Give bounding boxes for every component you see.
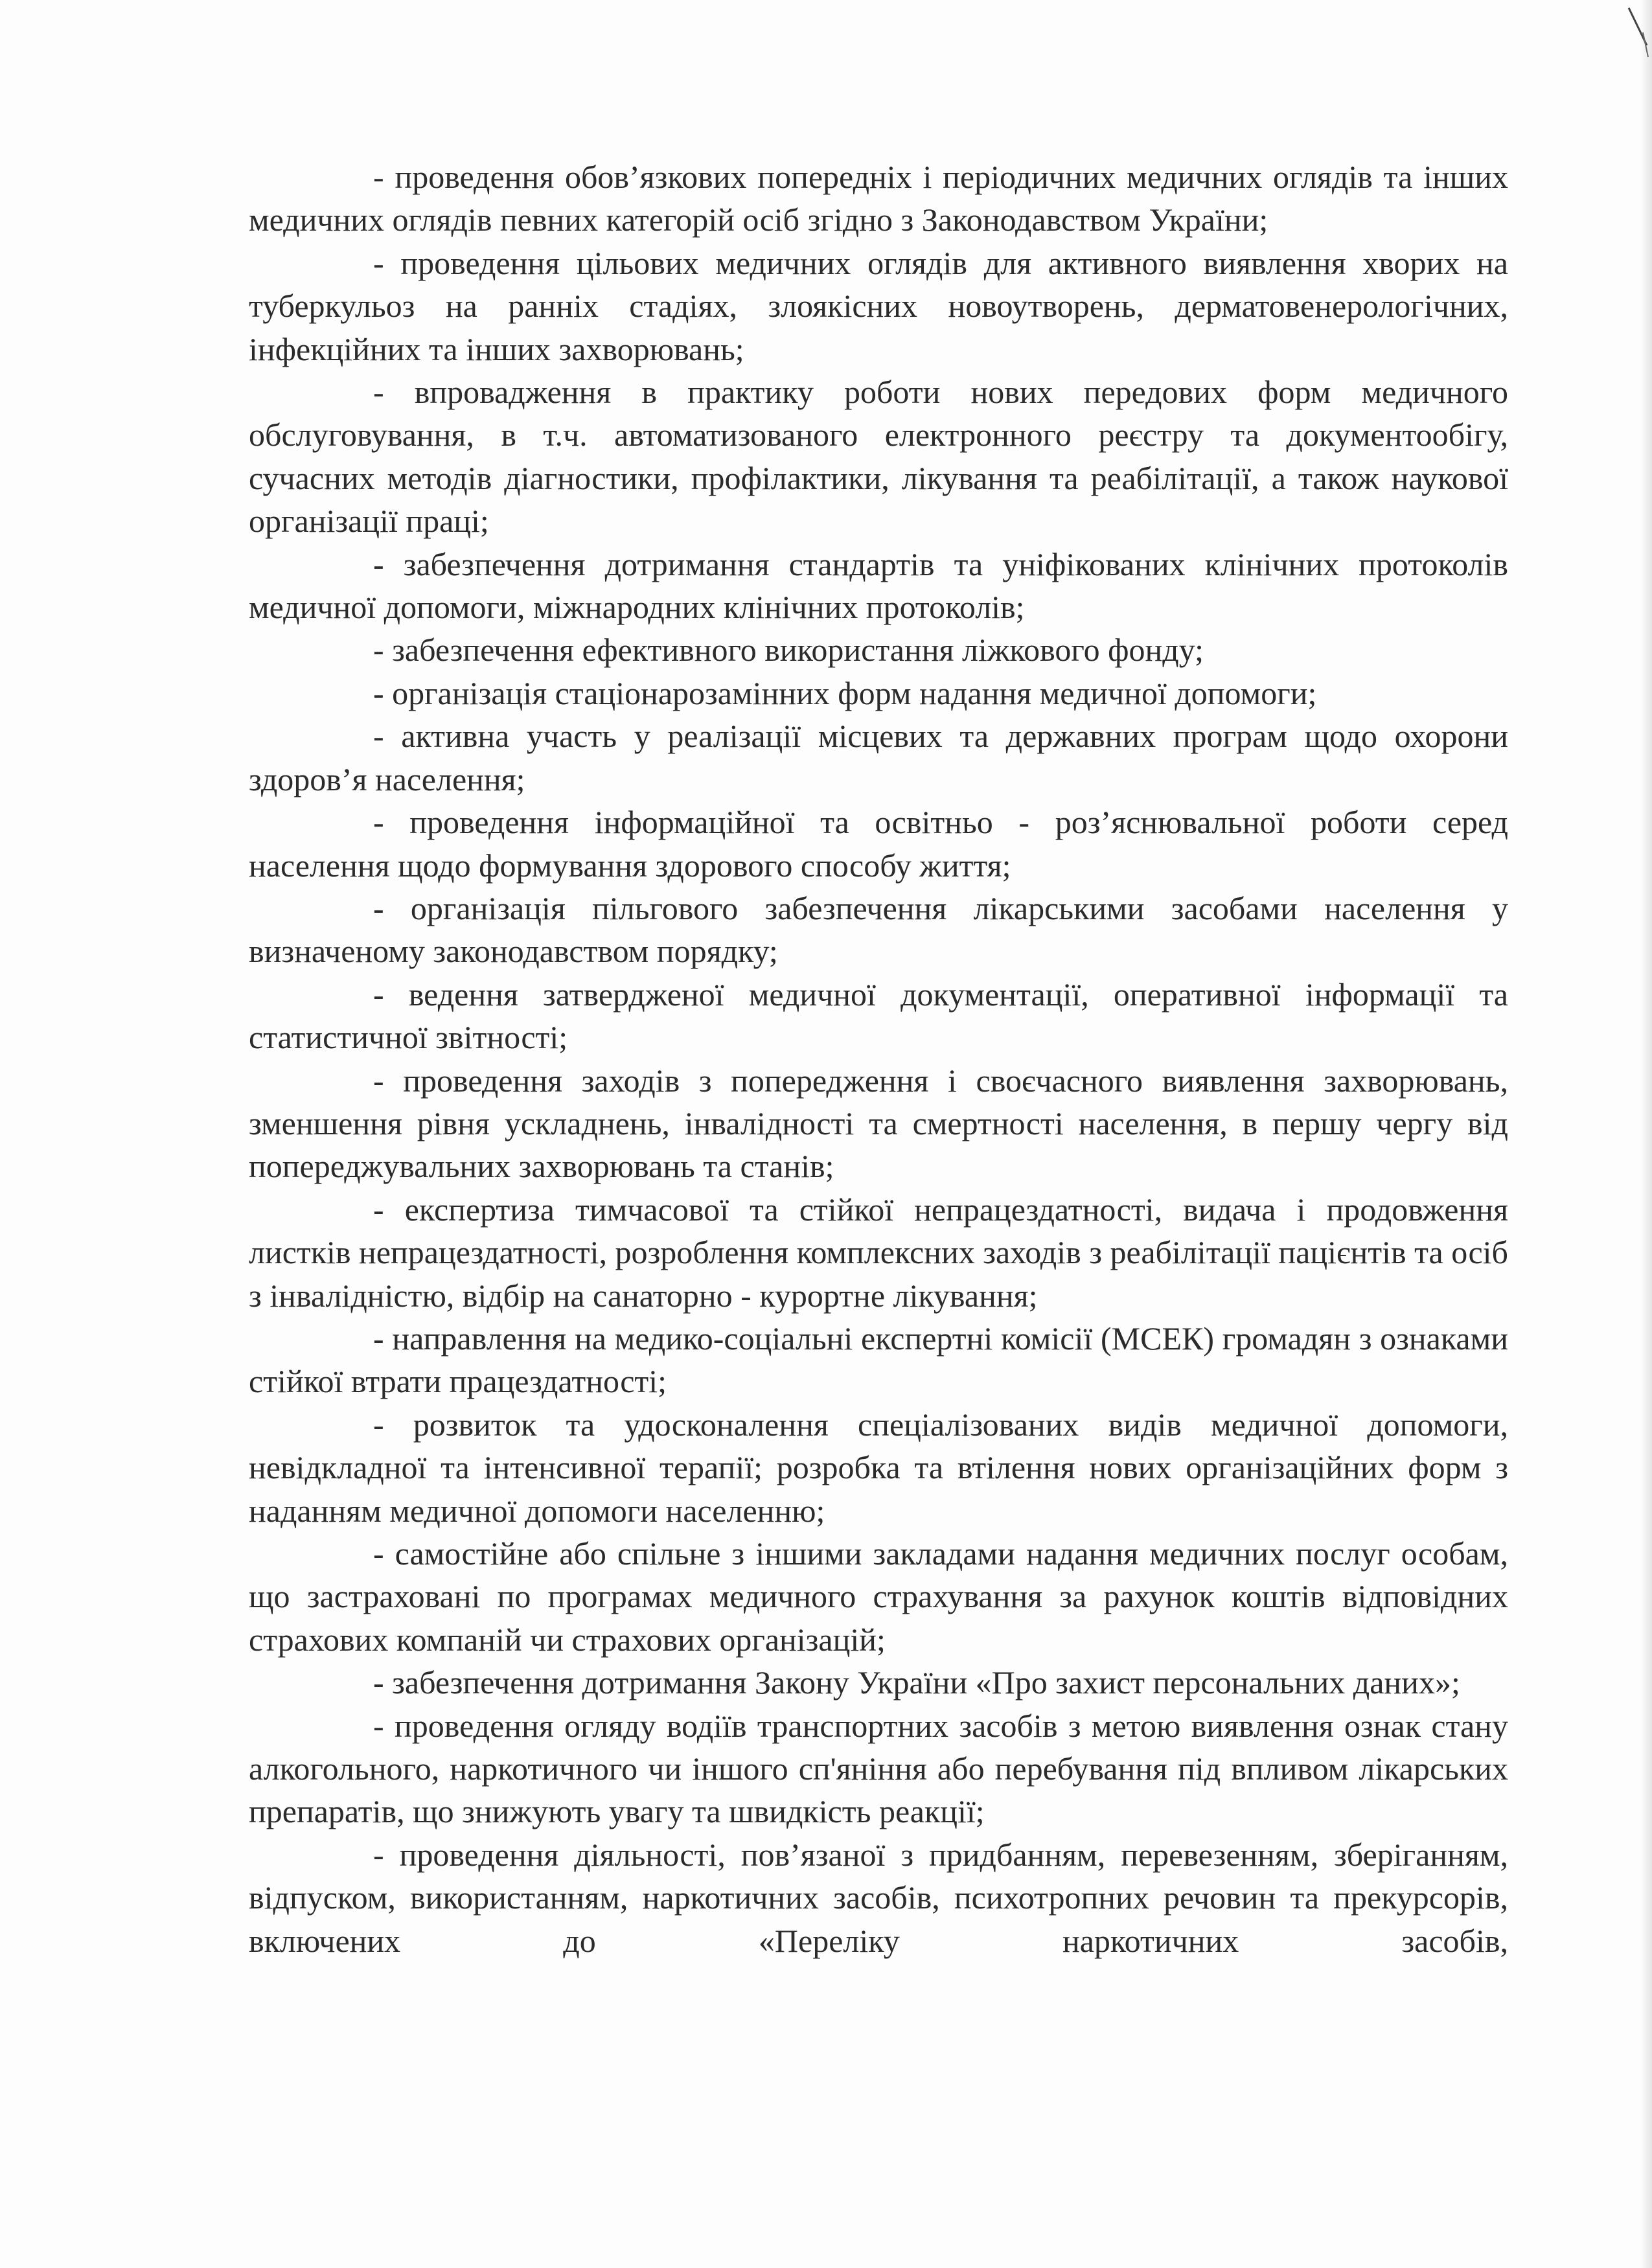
paragraph-5: - забезпечення ефективного використання ліжкового фонду;: [373, 632, 1204, 669]
paragraph-16: - забезпечення дотримання Закону України «Про захист персональних даних»;: [373, 1664, 1460, 1701]
paragraph-8: - проведення інформаційної та освітньо - роз’яснювальної роботи серед населення щодо формування здорового способу життя;: [249, 804, 1508, 884]
paragraph-1: - проведення обов’язкових попередніх і періодичних медичних оглядів та інших медичних оглядів певних категорій осіб згідно з Законодавством України;: [249, 159, 1508, 238]
paragraph-2: - проведення цільових медичних оглядів для активного виявлення хворих на туберкульоз на ранніх стадіях, злоякісних новоутворень, дерматовенерологічних, інфекційних та інших захворювань;: [249, 244, 1508, 367]
paragraph-14: - розвиток та удосконалення спеціалізованих видів медичної допомоги, невідкладної та інтенсивної терапії; розробка та втілення нових організаційних форм з наданням медичної допомоги населенню;: [249, 1406, 1508, 1529]
paragraph-13: - направлення на медико-соціальні експертні комісії (МСЕК) громадян з ознаками стійкої втрати працездатності;: [249, 1320, 1508, 1400]
scan-corner-mark: [1623, 6, 1649, 58]
paragraph-15: - самостійне або спільне з іншими закладами надання медичних послуг особам, що застраховані по програмах медичного страхування за рахунок коштів відповідних страхових компаній чи страхових організацій;: [249, 1535, 1508, 1658]
paragraph-12: - експертиза тимчасової та стійкої непрацездатності, видача і продовження листків непрацездатності, розроблення комплексних заходів з реабілітації пацієнтів та осіб з інвалідністю, відбір на санаторно - курортне лікування;: [249, 1191, 1508, 1314]
paragraph-17: - проведення огляду водіїв транспортних засобів з метою виявлення ознак стану алкогольного, наркотичного чи іншого сп'яніння або перебування під впливом лікарських препаратів, що знижують увагу та швидкість реакції;: [249, 1707, 1508, 1830]
paragraph-11: - проведення заходів з попередження і своєчасного виявлення захворювань, зменшення рівня ускладнень, інвалідності та смертності населення, в першу чергу від попереджувальних захворювань та станів;: [249, 1062, 1508, 1185]
paragraph-3: - впровадження в практику роботи нових передових форм медичного обслуговування, в т.ч. автоматизованого електронного реєстру та документообігу, сучасних методів діагностики, профілактики, лікування та реабілітації, а також наукової організації праці;: [249, 374, 1508, 540]
paragraph-4: - забезпечення дотримання стандартів та уніфікованих клінічних протоколів медичної допомоги, міжнародних клінічних протоколів;: [249, 545, 1508, 626]
paragraph-18: - проведення діяльності, пов’язаної з придбанням, перевезенням, зберіганням, відпуском, використанням, наркотичних засобів, психотропних речовин та прекурсорів, включених до «Переліку наркотичних засобів,: [249, 1836, 1508, 1959]
document-body: [249, 155, 1508, 1962]
scan-edge: [1640, 0, 1652, 2268]
paragraph-9: - організація пільгового забезпечення лікарськими засобами населення у визначеному законодавством порядку;: [249, 889, 1508, 970]
paragraph-10: - ведення затвердженої медичної документації, оперативної інформації та статистичної звітності;: [249, 976, 1508, 1056]
paragraph-6: - організація стаціонарозамінних форм надання медичної допомоги;: [373, 674, 1317, 711]
paragraph-7: - активна участь у реалізації місцевих та державних програм щодо охорони здоров’я населення;: [249, 718, 1508, 797]
